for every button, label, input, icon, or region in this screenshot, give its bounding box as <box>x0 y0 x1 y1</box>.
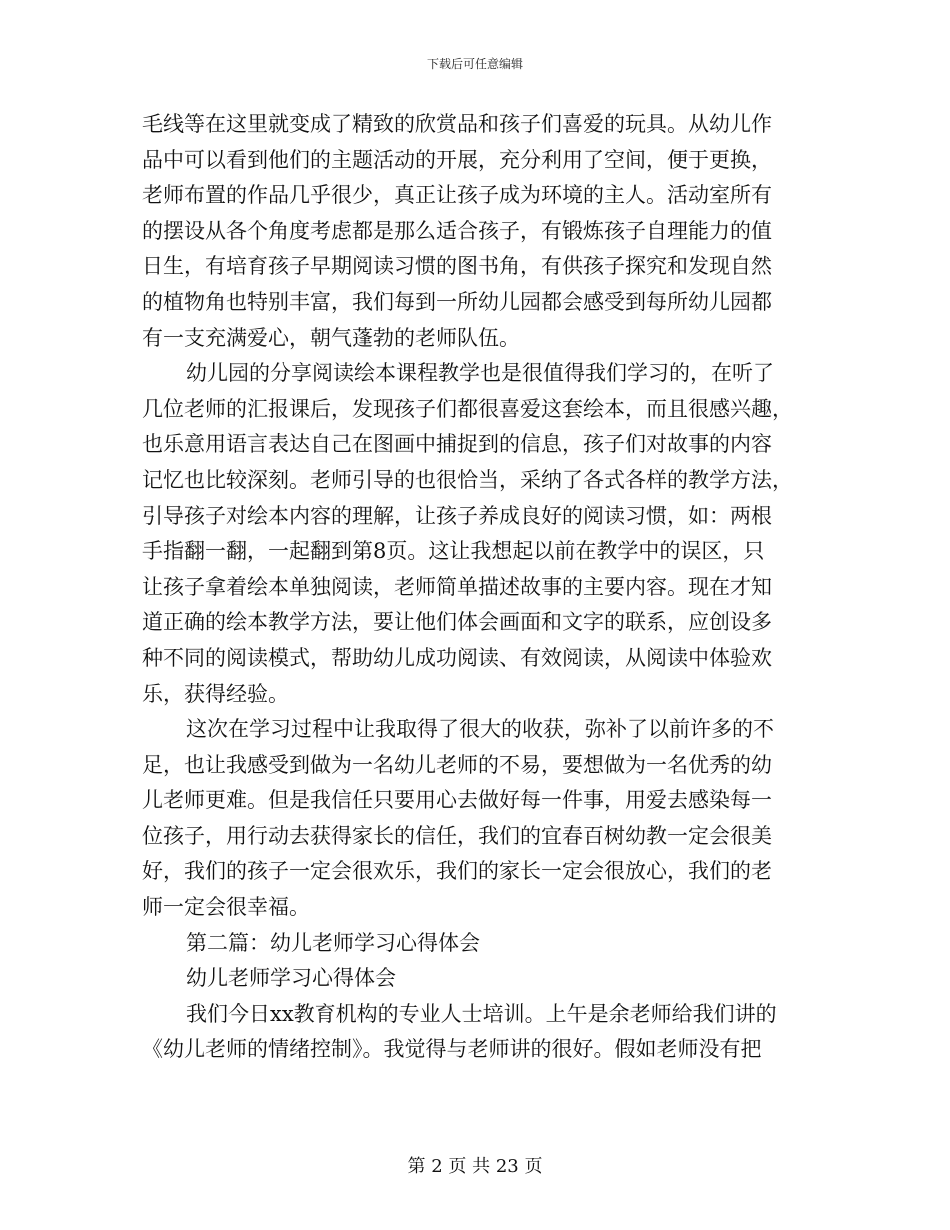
page-footer: 第 2 页 共 23 页 <box>407 1156 543 1177</box>
text-line: 让孩子拿着绘本单独阅读，老师简单描述故事的主要内容。现在才知 <box>142 574 772 599</box>
subsection-title: 幼儿老师学习心得体会 <box>186 966 396 991</box>
text-line: 师一定会很幸福。 <box>142 895 310 920</box>
text-line: 的植物角也特别丰富，我们每到一所幼儿园都会感受到每所幼儿园都 <box>142 289 772 314</box>
text-line: 老师布置的作品几乎很少，真正让孩子成为环境的主人。活动室所有 <box>142 183 772 208</box>
text-line: 也乐意用语言表达自己在图画中捕捉到的信息，孩子们对故事的内容 <box>142 432 772 457</box>
text-line: 乐，获得经验。 <box>142 681 289 706</box>
text-line: 记忆也比较深刻。老师引导的也很恰当，采纳了各式各样的教学方法， <box>142 467 793 492</box>
text-line: 道正确的绘本教学方法，要让他们体会画面和文字的联系，应创设多 <box>142 610 772 635</box>
text-line: 品中可以看到他们的主题活动的开展，充分利用了空间，便于更换， <box>142 147 772 172</box>
page-header: 下载后可任意编辑 <box>426 57 523 71</box>
paragraph-start-line: 我们今日xx教育机构的专业人士培训。上午是余老师给我们讲的 <box>186 1001 777 1026</box>
text-line: 几位老师的汇报课后，发现孩子们都很喜爱这套绘本，而且很感兴趣， <box>142 396 793 421</box>
document-body <box>142 107 802 1068</box>
text-line: 引导孩子对绘本内容的理解，让孩子养成良好的阅读习惯，如：两根 <box>142 503 772 528</box>
text-line: 位孩子，用行动去获得家长的信任，我们的宜春百树幼教一定会很美 <box>142 823 772 848</box>
section-heading: 第二篇：幼儿老师学习心得体会 <box>186 930 480 955</box>
text-line: 儿老师更难。但是我信任只要用心去做好每一件事，用爱去感染每一 <box>142 788 772 813</box>
paragraph-start-line: 这次在学习过程中让我取得了很大的收获，弥补了以前许多的不 <box>186 717 774 742</box>
paragraph-start-line: 幼儿园的分享阅读绘本课程教学也是很值得我们学习的，在听了 <box>186 361 774 386</box>
text-line: 足，也让我感受到做为一名幼儿老师的不易，要想做为一名优秀的幼 <box>142 752 772 777</box>
text-line: 种不同的阅读模式，帮助幼儿成功阅读、有效阅读，从阅读中体验欢 <box>142 645 772 670</box>
text-line: 手指翻一翻，一起翻到第8页。这让我想起以前在教学中的误区，只 <box>142 539 765 564</box>
text-line: 日生，有培育孩子早期阅读习惯的图书角，有供孩子探究和发现自然 <box>142 254 772 279</box>
text-line: 好，我们的孩子一定会很欢乐，我们的家长一定会很放心，我们的老 <box>142 859 772 884</box>
text-line: 《幼儿老师的情绪控制》。我觉得与老师讲的很好。假如老师没有把 <box>142 1037 762 1062</box>
text-line: 的摆设从各个角度考虑都是那么适合孩子，有锻炼孩子自理能力的值 <box>142 218 772 243</box>
text-line: 毛线等在这里就变成了精致的欣赏品和孩子们喜爱的玩具。从幼儿作 <box>142 112 772 136</box>
text-line: 有一支充满爱心，朝气蓬勃的老师队伍。 <box>142 325 520 350</box>
